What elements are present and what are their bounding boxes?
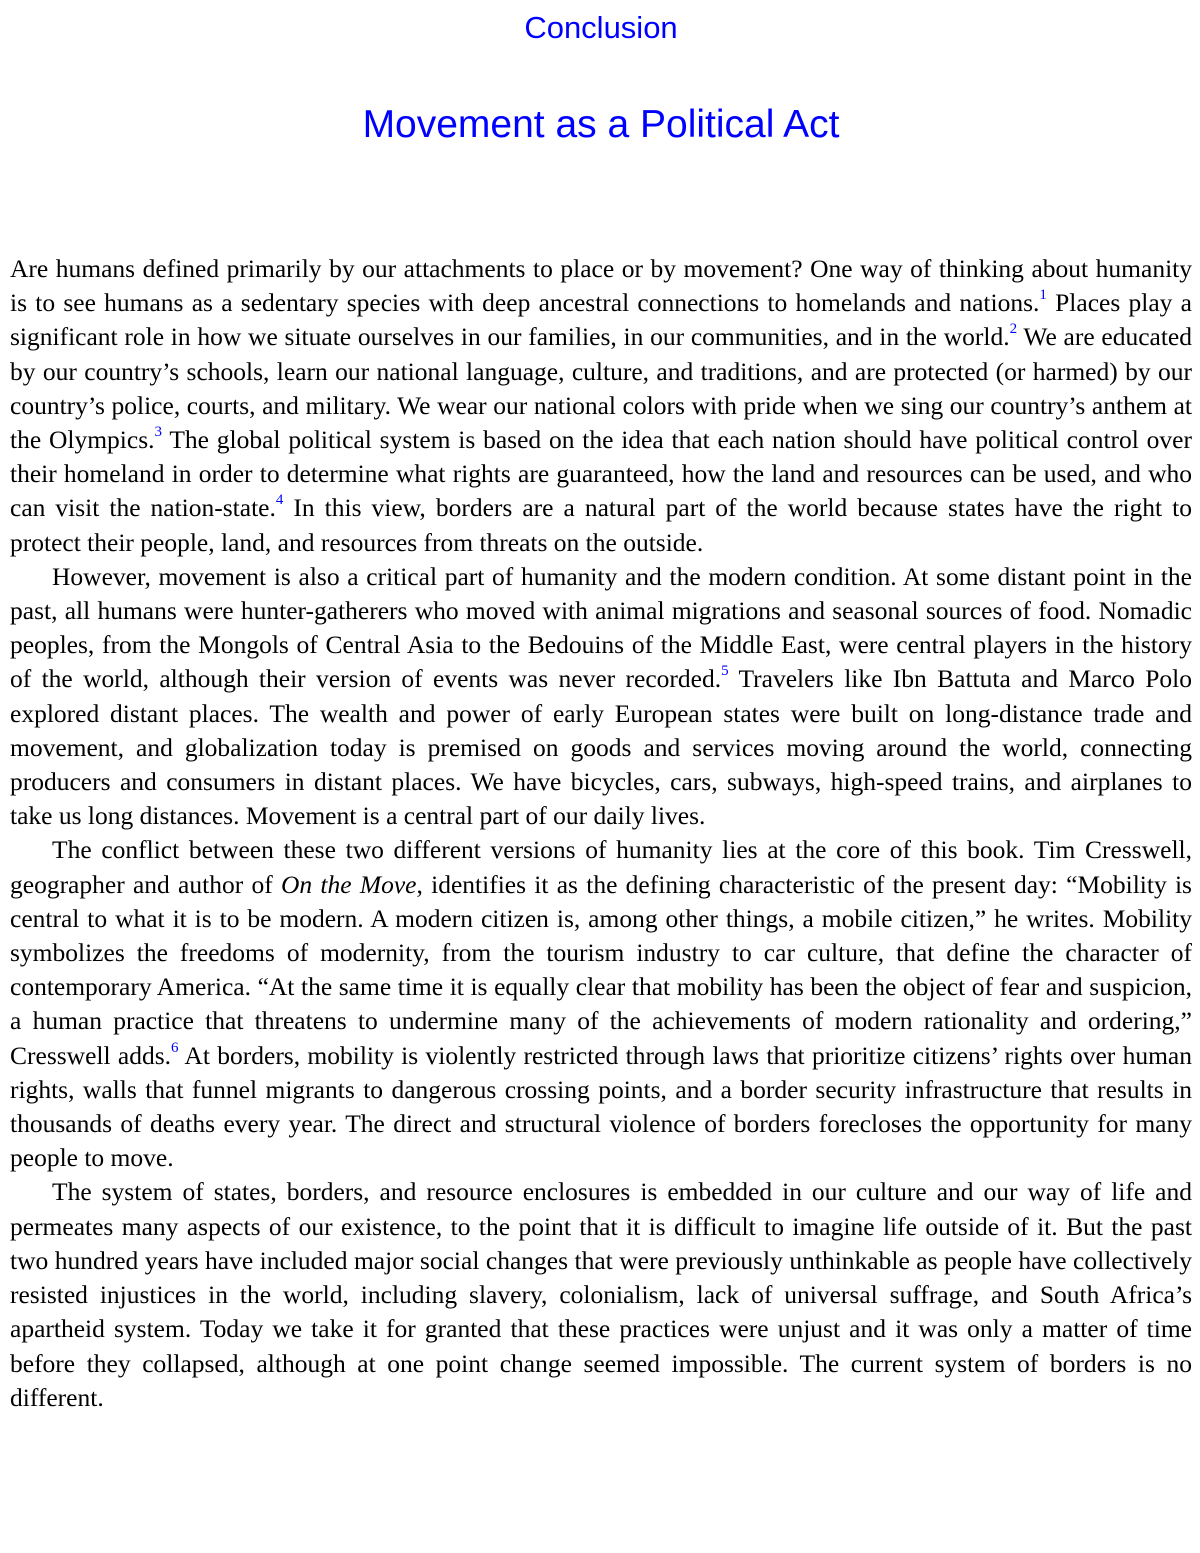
footnote-ref-2[interactable]: 2: [1009, 321, 1018, 338]
paragraph-3: [10, 833, 1192, 1175]
chapter-title: Movement as a Political Act: [362, 103, 840, 146]
footnote-ref-6[interactable]: 6: [171, 1039, 179, 1056]
paragraph-text: The system of states, borders, and resource enclosures is embedded in our culture and our way of life and permeates many aspects of our existence, to the point that it is difficult to imagine life outside of it. But the past two hundred years have included major social changes that were previously unthinkable as people have collectively resisted injustices in the world, including slavery, colonialism, lack of universal suffrage, and South Africa’s apartheid system. Today we take it for granted that these practices were unjust and it was only a matter of time before they collapsed, although at one point change seemed impossible. The current system of borders is no different.: [10, 1177, 1192, 1412]
footnote-ref-1[interactable]: 1: [1039, 287, 1047, 304]
paragraph-text: The conflict between these two different versions of humanity lies at the core of this book. Tim Cresswell, geographer and author of: [10, 835, 1192, 899]
paragraph-1: [10, 252, 1192, 560]
paragraph-text: Are humans defined primarily by our attachments to place or by movement? One way of thinking about humanity is to see humans as a sedentary species with deep ancestral connections to homelands and nations.: [10, 254, 1192, 318]
paragraph-text: In this view, borders are a natural part of the world because states have the right to protect their people, land, and resources from threats on the outside.: [10, 493, 1192, 557]
paragraph-text: Travelers like Ibn Battuta and Marco Polo explored distant places. The wealth and power of early European states were built on long-distance trade and movement, and globalization today is premised on goods and services moving around the world, connecting producers and consumers in distant places. We have bicycles, cars, subways, high-speed trains, and airplanes to take us long distances. Movement is a central part of our daily lives.: [10, 664, 1192, 831]
paragraph-2: [10, 560, 1192, 834]
paragraph-4: [10, 1175, 1192, 1414]
paragraph-text: Places play a significant role in how we situate ourselves in our families, in our communities, and in the world.: [10, 288, 1192, 352]
chapter-label: Conclusion: [524, 10, 678, 45]
paragraph-text: , identifies it as the defining characteristic of the present day: “Mobility is central to what it is to be modern. A modern citizen is, among other things, a mobile citizen,” he writes. Mobility symbolizes the freedoms of modernity, from the tourism industry to car culture, that define the character of contemporary America. “At the same time it is equally clear that mobility has been the object of fear and suspicion, a human practice that threatens to undermine many of the achievements of modern rationality and ordering,” Cresswell adds.: [10, 869, 1192, 1070]
paragraph-text: At borders, mobility is violently restricted through laws that prioritize citizens’ rights over human rights, walls that funnel migrants to dangerous crossing points, and a border security infrastructure that results in thousands of deaths every year. The direct and structural violence of borders forecloses the opportunity for many people to move.: [10, 1040, 1192, 1173]
paragraph-text: The global political system is based on the idea that each nation should have political control over their homeland in order to determine what rights are guaranteed, how the land and resources can be used, and who can visit the nation-state.: [10, 425, 1192, 523]
book-page: [10, 0, 1192, 1415]
chapter-body: [10, 252, 1192, 1415]
footnote-ref-3[interactable]: 3: [154, 424, 162, 441]
paragraph-text: However, movement is also a critical part of humanity and the modern condition. At some distant point in the past, all humans were hunter-gatherers who moved with animal migrations and seasonal sources of food. Nomadic peoples, from the Mongols of Central Asia to the Bedouins of the Middle East, were central players in the history of the world, although their version of events was never recorded.: [10, 561, 1192, 694]
footnote-ref-5[interactable]: 5: [721, 663, 729, 680]
book-title: On the Move: [280, 869, 417, 899]
paragraph-text: We are educated by our country’s schools, learn our national language, culture, and traditions, and are protected (or harmed) by our country’s police, courts, and military. We wear our national colors with pride when we sing our country’s anthem at the Olympics.: [10, 322, 1192, 455]
footnote-ref-4[interactable]: 4: [275, 492, 284, 509]
